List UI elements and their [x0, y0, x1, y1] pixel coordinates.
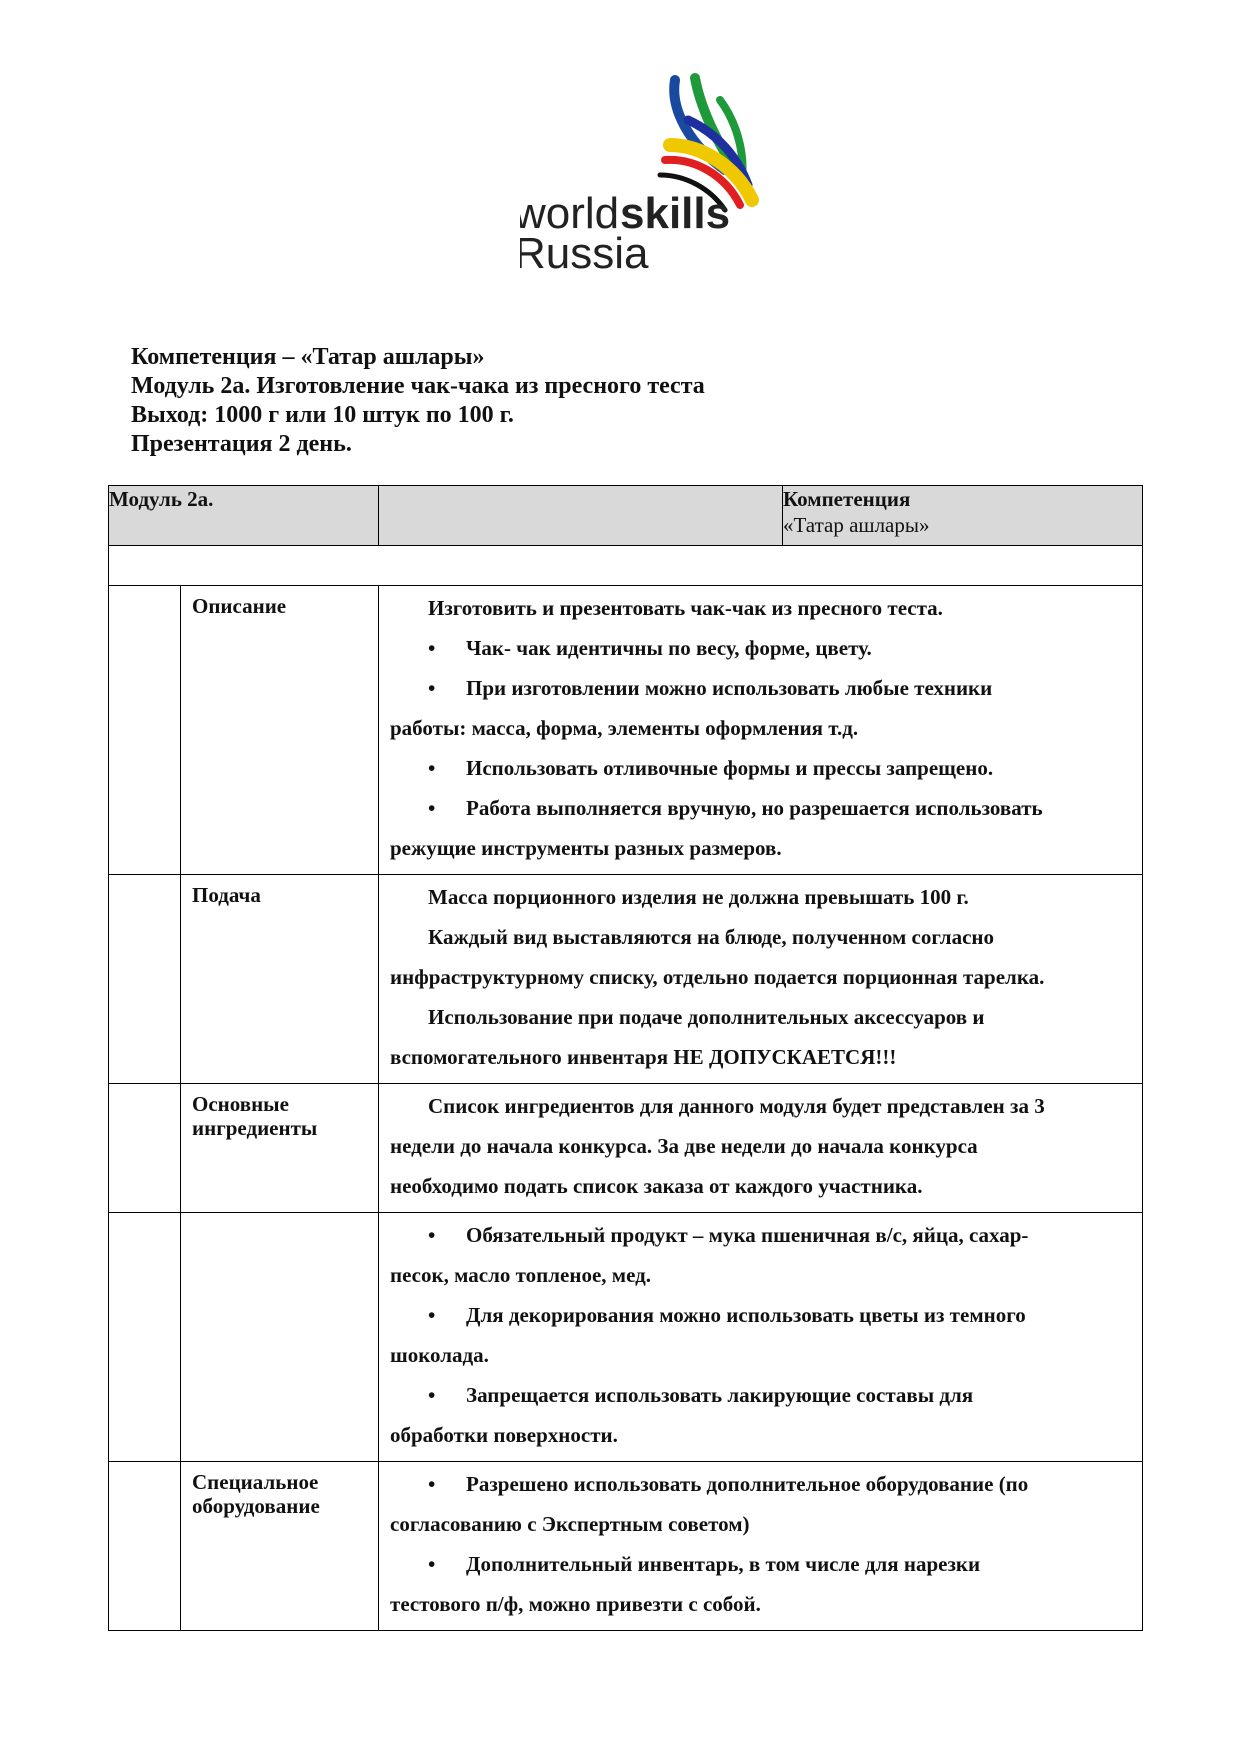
- logo-text-skills: skills: [620, 189, 731, 238]
- content-line: инфраструктурному списку, отдельно подается порционная тарелка.: [390, 965, 1045, 989]
- bullet-item: • При изготовлении можно использовать любые техники: [390, 668, 1130, 708]
- logo-text-russia: Russia: [520, 229, 649, 270]
- row-content: [379, 1084, 1143, 1213]
- bullet-item: • Работа выполняется вручную, но разрешается использовать: [390, 788, 1130, 828]
- row-content: [379, 1462, 1143, 1631]
- worldskills-logo-graphic: [520, 50, 780, 270]
- logo-text-world: world: [520, 189, 620, 238]
- header-competence-title: Компетенция: [783, 487, 911, 511]
- table-spacer-row: [109, 546, 1143, 586]
- content-line: Изготовить и презентовать чак-чак из пресного теста.: [428, 596, 943, 620]
- table-header-row: [109, 486, 1143, 546]
- row-label: Подача: [181, 875, 379, 1084]
- content-line: Использование при подаче дополнительных аксессуаров и: [428, 1005, 985, 1029]
- row-label: Специальное оборудование: [181, 1462, 379, 1631]
- row-label: Основные ингредиенты: [181, 1084, 379, 1213]
- bullet-item: • Дополнительный инвентарь, в том числе для нарезки: [390, 1544, 1130, 1584]
- bullet-item: • Разрешено использовать дополнительное оборудование (по: [390, 1464, 1130, 1504]
- content-line: Каждый вид выставляются на блюде, полученном согласно: [428, 925, 994, 949]
- content-line: шоколада.: [390, 1343, 489, 1367]
- header-competence-value: «Татар ашлары»: [783, 513, 930, 537]
- content-line: Масса порционного изделия не должна превышать 100 г.: [428, 885, 969, 909]
- module-table: [108, 485, 1143, 1631]
- content-line: согласованию с Экспертным советом): [390, 1512, 750, 1536]
- content-line: режущие инструменты разных размеров.: [390, 836, 782, 860]
- header-module: Модуль 2а. Изготовление чак-чака из пресного теста: [131, 373, 705, 399]
- content-line: Список ингредиентов для данного модуля будет представлен за 3: [428, 1094, 1045, 1118]
- header-cell-empty: [379, 486, 783, 546]
- row-content: [379, 586, 1143, 875]
- row-index-cell: [109, 1462, 181, 1631]
- row-label: Описание: [181, 586, 379, 875]
- worldskills-russia-logo: [520, 50, 780, 270]
- document-header: [131, 343, 705, 459]
- table-row: [109, 586, 1143, 875]
- row-content: [379, 1213, 1143, 1462]
- row-index-cell: [109, 586, 181, 875]
- row-index-cell: [109, 1213, 181, 1462]
- table-row: [109, 1213, 1143, 1462]
- content-line: работы: масса, форма, элементы оформления т.д.: [390, 716, 859, 740]
- content-line: тестового п/ф, можно привезти с собой.: [390, 1592, 761, 1616]
- header-yield: Выход: 1000 г или 10 штук по 100 г.: [131, 402, 514, 428]
- row-index-cell: [109, 875, 181, 1084]
- bullet-item: • Чак- чак идентичны по весу, форме, цвету.: [390, 628, 1130, 668]
- row-label: [181, 1213, 379, 1462]
- content-line: необходимо подать список заказа от каждого участника.: [390, 1174, 923, 1198]
- row-content: [379, 875, 1143, 1084]
- bullet-item: • Обязательный продукт – мука пшеничная в/с, яйца, сахар-: [390, 1215, 1130, 1255]
- content-line: вспомогательного инвентаря НЕ ДОПУСКАЕТСЯ!!!: [390, 1045, 897, 1069]
- table-row: [109, 875, 1143, 1084]
- header-cell-module: Модуль 2а.: [109, 486, 379, 546]
- content-line: недели до начала конкурса. За две недели до начала конкурса: [390, 1134, 978, 1158]
- bullet-item: • Использовать отливочные формы и прессы запрещено.: [390, 748, 1130, 788]
- header-competence: Компетенция – «Татар ашлары»: [131, 344, 485, 370]
- bullet-item: • Запрещается использовать лакирующие составы для: [390, 1375, 1130, 1415]
- table-row: [109, 1084, 1143, 1213]
- content-line: обработки поверхности.: [390, 1423, 618, 1447]
- table-row: [109, 1462, 1143, 1631]
- header-cell-competence: [783, 486, 1143, 546]
- row-index-cell: [109, 1084, 181, 1213]
- content-line: песок, масло топленое, мед.: [390, 1263, 651, 1287]
- header-presentation: Презентация 2 день.: [131, 431, 352, 457]
- bullet-item: • Для декорирования можно использовать цветы из темного: [390, 1295, 1130, 1335]
